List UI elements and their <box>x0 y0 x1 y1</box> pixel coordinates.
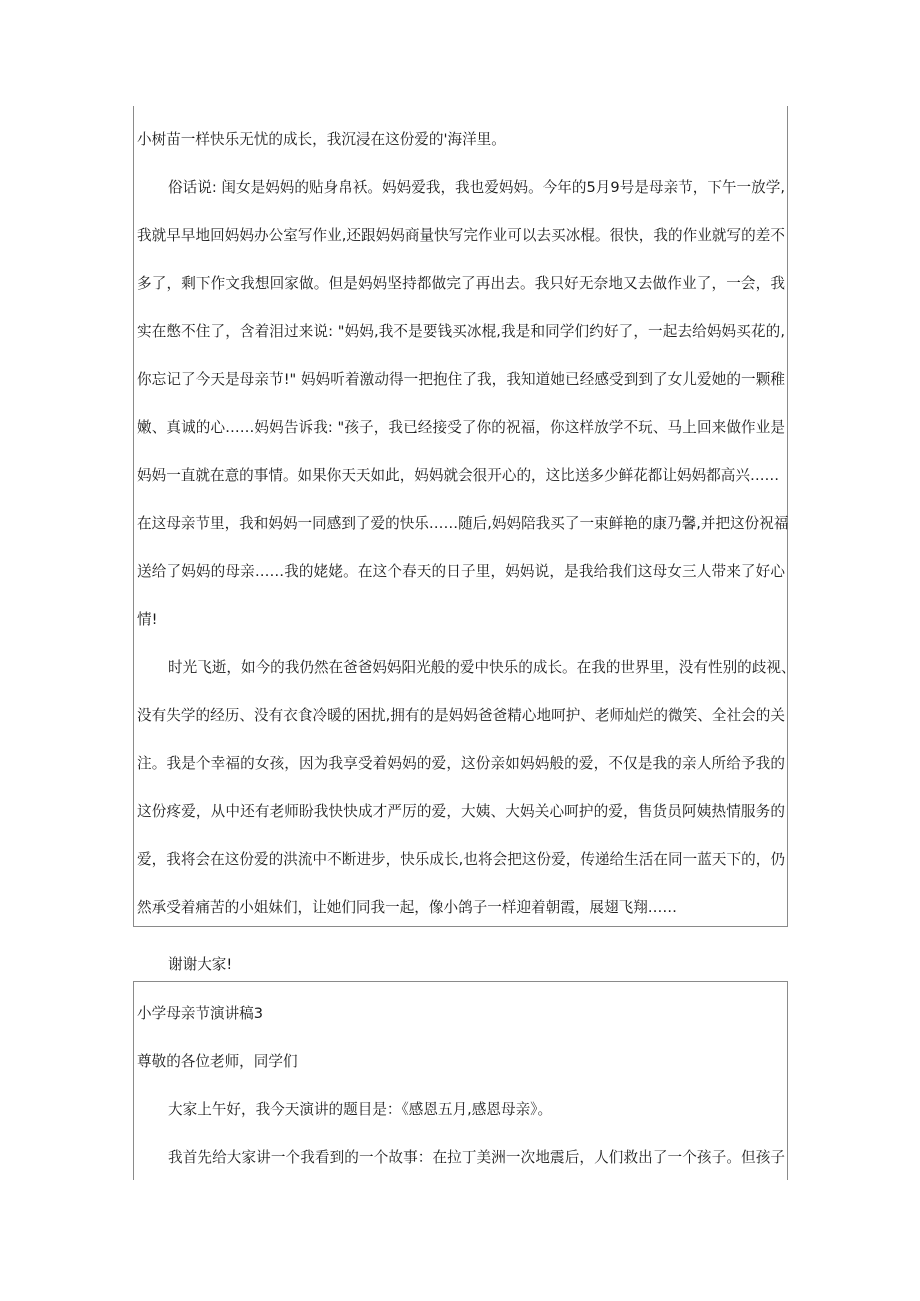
paragraph-line: 我就早早地回妈妈办公室写作业,还跟妈妈商量快写完作业可以去买冰棍。很快，我的作业就写的差不 <box>137 227 785 244</box>
paragraph-line: 这份疼爱，从中还有老师盼我快快成才严厉的爱，大姨、大妈关心呵护的爱，售货员阿姨热情服务的 <box>137 803 785 820</box>
paragraph-line: 爱，我将会在这份爱的洪流中不断进步，快乐成长,也将会把这份爱，传递给生活在同一蓝天下的，仍 <box>137 851 785 868</box>
paragraph-line: 注。我是个幸福的女孩，因为我享受着妈妈的爱，这份亲如妈妈般的爱，不仅是我的亲人所给予我的 <box>137 755 785 772</box>
closing-line: 谢谢大家! <box>168 956 233 973</box>
salutation-line: 尊敬的各位老师，同学们 <box>137 1053 298 1070</box>
paragraph-line: 我首先给大家讲一个我看到的一个故事：在拉丁美洲一次地震后，人们救出了一个孩子。但孩子 <box>168 1149 785 1166</box>
paragraph-line: 时光飞逝，如今的我仍然在爸爸妈妈阳光般的爱中快乐的成长。在我的世界里，没有性别的歧视、 <box>168 659 796 676</box>
paragraph-line: 大家上午好，我今天演讲的题目是：《感恩五月,感恩母亲》。 <box>168 1101 553 1118</box>
paragraph-line: 送给了妈妈的母亲……我的姥姥。在这个春天的日子里，妈妈说，是我给我们这母女三人带来了好心 <box>137 563 785 580</box>
paragraph-line: 妈妈一直就在意的事情。如果你天天如此，妈妈就会很开心的，这比送多少鲜花都让妈妈都高兴…… <box>137 467 780 484</box>
paragraph-line: 嫩、真诚的心……妈妈告诉我: "孩子，我已经接受了你的祝福，你这样放学不玩、马上回来做作业是 <box>137 419 785 436</box>
paragraph-line: 情! <box>137 611 158 628</box>
paragraph-line: 你忘记了今天是母亲节!" 妈妈听着激动得一把抱住了我，我知道她已经感受到到了女儿爱她的一颗稚 <box>137 371 785 388</box>
paragraph-line: 多了，剩下作文我想回家做。但是妈妈坚持都做完了再出去。我只好无奈地又去做作业了，一会，我 <box>137 275 785 292</box>
paragraph-line: 小树苗一样快乐无忧的成长，我沉浸在这份爱的'海洋里。 <box>137 131 506 148</box>
paragraph-line: 然承受着痛苦的小姐妹们，让她们同我一起，像小鸽子一样迎着朝霞，展翅飞翔…… <box>137 899 677 916</box>
section-title: 小学母亲节演讲稿3 <box>137 1005 264 1022</box>
paragraph-line: 在这母亲节里，我和妈妈一同感到了爱的快乐……随后,妈妈陪我买了一束鲜艳的康乃馨,并把这份祝福 <box>137 515 789 532</box>
paragraph-line: 没有失学的经历、没有衣食冷暖的困扰,拥有的是妈妈爸爸精心地呵护、老师灿烂的微笑、全社会的关 <box>137 707 785 724</box>
paragraph-line: 俗话说: 闺女是妈妈的贴身帛袄。妈妈爱我，我也爱妈妈。今年的5月9号是母亲节，下午一放学, <box>168 179 785 196</box>
paragraph-line: 实在憋不住了，含着泪过来说: "妈妈,我不是要钱买冰棍,我是和同学们约好了，一起去给妈妈买花的, <box>137 323 785 340</box>
